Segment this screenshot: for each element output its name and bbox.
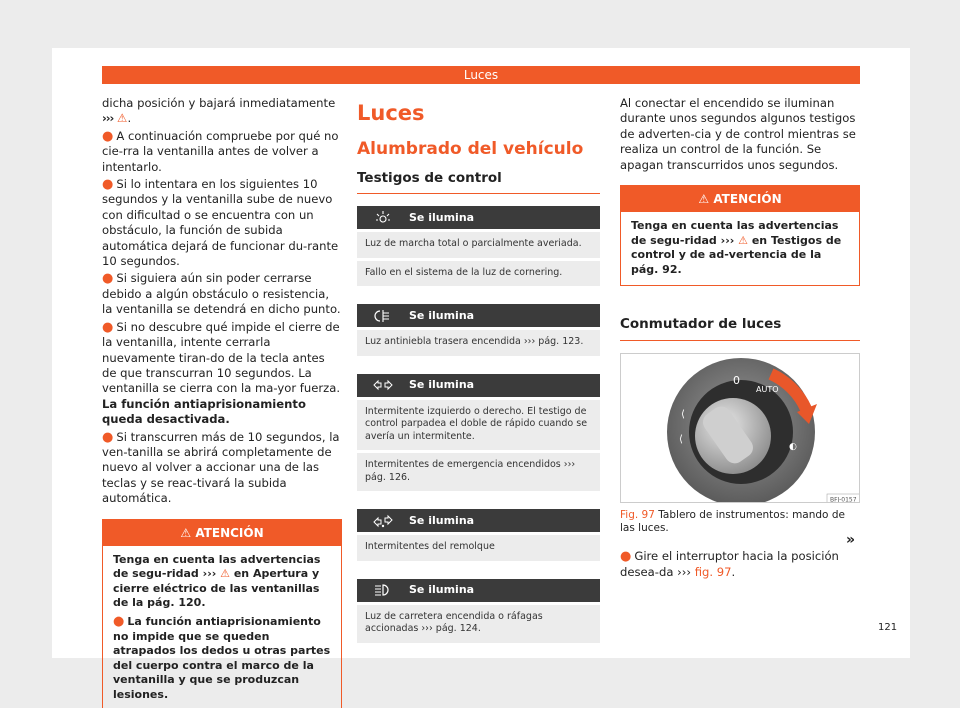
warning-triangle-icon: ⚠ (220, 567, 230, 581)
section-subtitle: Alumbrado del vehículo (357, 139, 584, 159)
light-switch-illustration (621, 354, 860, 503)
table-row: Intermitentes del remolque (357, 535, 600, 561)
warning-header: ⚠ ATENCIÓN (621, 186, 859, 212)
subsection-heading: Testigos de control (357, 168, 600, 194)
list-item: ● Si siguiera aún sin poder cerrarse debido a algún obstáculo o resistencia, la ventanilla se detendrá en dicho punto. (102, 271, 341, 317)
headlight-icon: ◐ (789, 442, 797, 453)
table-header: Se ilumina (357, 206, 600, 229)
warning-body: Tenga en cuenta las advertencias de segu-ridad ››› ⚠ en Apertura y cierre eléctrico de las ventanillas de la pág. 120. ● La función antiaprisionamiento no impide que se queden atrapados los dedos u otras partes del cuerpo contra el marco de la ventanilla y que se produzcan lesiones. (113, 552, 331, 701)
rear-fog-icon: ⟨ (679, 434, 683, 446)
bullet-icon: ● (620, 549, 632, 565)
warning-triangle-icon: ⚠ (738, 233, 748, 247)
list-item: ● A continuación compruebe por qué no cie-rra la ventanilla antes de volver a intentarlo. (102, 128, 339, 174)
cross-reference-link[interactable]: en Testigos de control y de ad-vertencia de la pág. 92. (631, 233, 842, 276)
table-row: Intermitentes de emergencia encendidos ››› pág. 126. (357, 453, 600, 491)
page-header: Luces (102, 66, 860, 84)
warning-body: Tenga en cuenta las advertencias de segu-ridad ››› ⚠ en Testigos de control y de ad-vertencia de la pág. 92. (631, 219, 842, 276)
list-item: ● Si no descubre qué impide el cierre de la ventanilla, intente cerrarla nuevamente tiran-do de la tecla antes de que transcurran 10 segundos. La ventanilla se cierra con la ma-yor fuerza. La función antiaprisionamiento queda desactivada. (102, 319, 340, 427)
column-right (620, 96, 860, 582)
column-left (102, 96, 342, 708)
bullet-icon: ● (102, 319, 114, 335)
table-row: Luz de marcha total o parcialmente averiada. (357, 232, 600, 258)
table-row: Luz de carretera encendida o ráfagas accionadas ››› pág. 124. (357, 605, 600, 643)
list-item: ● Si lo intentara en los siguientes 10 segundos y la ventanilla sube de nuevo con dificultad o se encuentra con un obstáculo, la función de subida automática dejará de funcionar du-rante 10 segundos. (102, 177, 339, 269)
front-fog-icon: ⟨ (681, 409, 685, 421)
warning-header: ⚠ ATENCIÓN (103, 520, 341, 546)
high-beam-icon (357, 583, 409, 597)
table-row: Fallo en el sistema de la luz de cornering. (357, 261, 600, 287)
warning-box (620, 185, 860, 286)
warning-triangle-icon: ⚠ (698, 192, 710, 207)
list-item: ● Gire el interruptor hacia la posición desea-da ››› fig. 97. (620, 549, 839, 579)
warning-triangle-icon: ⚠ (117, 111, 128, 126)
intro-text: Al conectar el encendido se iluminan durante unos segundos algunos testigos de adverten-cia y de control mientras se realiza un control de la función. Se apagan transcurridos unos segundos. (620, 96, 856, 172)
figure-reference-link[interactable]: fig. 97 (694, 564, 732, 579)
bulb-fault-icon (357, 210, 409, 226)
turn-signal-icon (357, 379, 409, 391)
rear-fog-light-icon (357, 309, 409, 323)
list-item: ● La función antiaprisionamiento no impide que se queden atrapados los dedos u otras partes del cuerpo contra el marco de la ventanilla y que se produzcan lesiones. (113, 613, 331, 701)
column-middle (357, 100, 600, 643)
page-number: 121 (878, 622, 898, 633)
light-switch-figure (620, 353, 860, 503)
position-auto-label: AUTO (756, 385, 779, 395)
cross-reference-link[interactable]: en Apertura y cierre eléctrico de las ventanillas de la pág. 120. (113, 567, 320, 610)
table-row: Luz antiniebla trasera encendida ››› pág. 123. (357, 330, 600, 356)
position-zero-label: 0 (733, 374, 740, 388)
warning-triangle-icon: ⚠ (180, 525, 192, 540)
table-header: Se ilumina (357, 304, 600, 327)
bullet-icon: ● (102, 429, 114, 445)
table-header: Se ilumina (357, 509, 600, 532)
table-header: Se ilumina (357, 579, 600, 602)
subsection-heading: Conmutador de luces (620, 314, 860, 341)
table-row: Intermitente izquierdo o derecho. El testigo de control parpadea el doble de rápido cuando se avería un intermitente. (357, 400, 600, 451)
intro-text: dicha posición y bajará inmediatamente ››› ⚠. (102, 96, 336, 126)
figure-caption: Fig. 97 Tablero de instrumentos: mando de las luces. (620, 509, 845, 535)
continue-mark: » (846, 532, 856, 548)
list-item: ● Si transcurren más de 10 segundos, la ven-tanilla se abrirá completamente de nuevo al volver a accionar una de las teclas y se reac-tivará la subida automática. (102, 429, 340, 506)
bullet-icon: ● (102, 177, 114, 193)
bullet-icon: ● (102, 271, 114, 287)
warning-box (102, 519, 342, 708)
figure-code: BFJ-0157 (830, 496, 857, 504)
bullet-icon: ● (113, 613, 125, 629)
section-title: Luces (357, 101, 425, 125)
bullet-icon: ● (102, 128, 114, 144)
table-header: Se ilumina (357, 374, 600, 397)
trailer-signal-icon (357, 514, 409, 528)
indicator-table (357, 206, 600, 643)
